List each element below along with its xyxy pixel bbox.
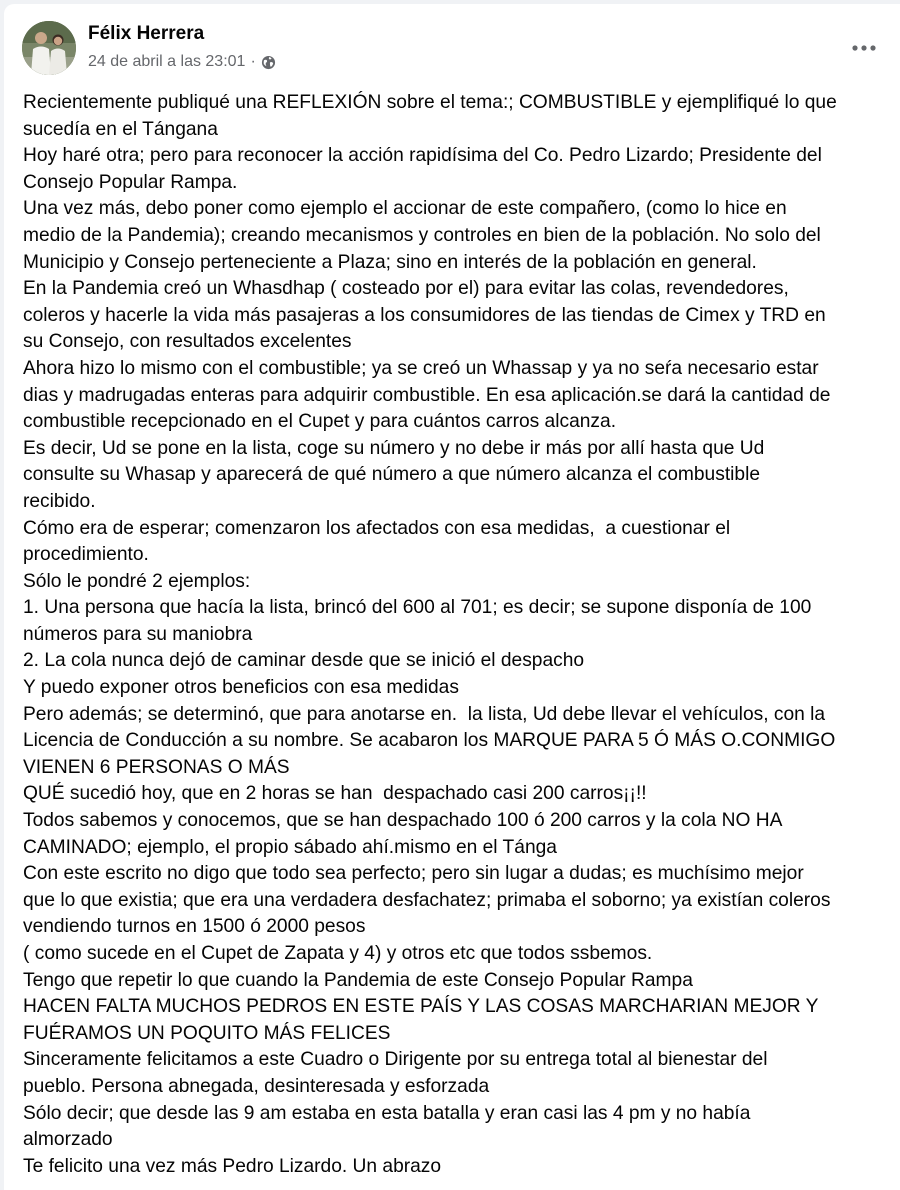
post-text-line: ( como sucede en el Cupet de Zapata y 4) y otros etc que todos ssbemos. xyxy=(23,943,653,964)
more-options-button[interactable] xyxy=(844,30,884,66)
post-text-line: HACEN FALTA MUCHOS PEDROS EN ESTE PAÍS Y LAS COSAS MARCHARIAN MEJOR Y xyxy=(23,996,819,1018)
post-timestamp[interactable]: 24 de abril a las 23:01 xyxy=(88,53,246,70)
post-text-line: Pero además; se determinó, que para anotarse en. la lista, Ud debe llevar el vehículos, con la xyxy=(23,703,826,725)
post-text-line: sucedía en el Tángana xyxy=(23,118,218,140)
post-text-line: Recientemente publiqué una REFLEXIÓN sobre el tema:; COMBUSTIBLE y ejemplifiqué lo que xyxy=(23,92,837,113)
post-text-line: Sólo decir; que desde las 9 am estaba en esta batalla y eran casi las 4 pm y no había xyxy=(23,1102,751,1124)
post-text-line: números para su maniobra xyxy=(23,623,253,645)
post-text-line: Todos sabemos y conocemos, que se han despachado 100 ó 200 carros y la cola NO HA xyxy=(23,810,783,832)
post-header xyxy=(4,4,900,84)
post-text-line: consulte su Whasap y aparecerá de qué número a que número alcanza el combustible xyxy=(23,464,761,486)
meta-separator: · xyxy=(250,53,256,70)
post-text-line: Sólo le pondré 2 ejemplos: xyxy=(23,570,251,592)
post-text-line: Te felicito una vez más Pedro Lizardo. Un abrazo xyxy=(23,1155,442,1177)
post-text-line: 1. Una persona que hacía la lista, brincó del 600 al 701; es decir; se supone disponía de 100 xyxy=(23,597,812,619)
more-horizontal-icon xyxy=(852,45,876,51)
post-text-line: 2. La cola nunca dejó de caminar desde que se inició el despacho xyxy=(23,650,585,672)
post-meta xyxy=(88,53,276,71)
post-text-line: VIENEN 6 PERSONAS O MÁS xyxy=(23,756,290,778)
post-text-line: En la Pandemia creó un Whasdhap ( costeado por el) para evitar las colas, revendedores, xyxy=(23,278,789,300)
post-text-line: Es decir, Ud se pone en la lista, coge su número y no debe ir más por allí hasta que Ud xyxy=(23,437,765,459)
post-text-line: que lo que existia; que era una verdadera desfachatez; primaba el soborno; ya existían coleros xyxy=(23,889,831,911)
globe-icon[interactable] xyxy=(261,55,276,70)
post-text-line: su Consejo, con resultados excelentes xyxy=(23,331,352,353)
post-text-line: Sinceramente felicitamos a este Cuadro o Dirigente por su entrega total al bienestar del xyxy=(23,1049,768,1071)
post-text-line: Licencia de Conducción a su nombre. Se acabaron los MARQUE PARA 5 Ó MÁS O.CONMIGO xyxy=(23,730,836,752)
post-text-line: Hoy haré otra; pero para reconocer la acción rapidísima del Co. Pedro Lizardo; Presidente del xyxy=(23,145,822,167)
post-text-line: Con este escrito no digo que todo sea perfecto; pero sin lugar a dudas; es muchísimo mejor xyxy=(23,863,804,885)
post-body xyxy=(23,90,895,1180)
post-card xyxy=(4,4,900,1190)
post-text-line: procedimiento. xyxy=(23,544,149,566)
post-text-line: recibido. xyxy=(23,490,96,512)
post-text-line: Ahora hizo lo mismo con el combustible; ya se creó un Whassap y ya no seŕa necesario estar xyxy=(23,357,819,379)
post-text-line: pueblo. Persona abnegada, desinteresada y esforzada xyxy=(23,1075,490,1097)
post-text-line: combustible recepcionado en el Cupet y para cuántos carros alcanza. xyxy=(23,411,617,433)
post-text-line: almorzado xyxy=(23,1129,113,1151)
post-text-line: dias y madrugadas enteras para adquirir combustible. En esa aplicación.se dará la cantidad de xyxy=(23,384,831,406)
author-name[interactable]: Félix Herrera xyxy=(88,23,205,44)
post-text-line: Consejo Popular Rampa. xyxy=(23,171,238,193)
post-text-line: Cómo era de esperar; comenzaron los afectados con esa medidas, a cuestionar el xyxy=(23,517,731,539)
post-text-line: Una vez más, debo poner como ejemplo el accionar de este compañero, (como lo hice en xyxy=(23,198,787,220)
post-text-line: Y puedo exponer otros beneficios con esa medidas xyxy=(23,677,459,699)
post-text-line: Municipio y Consejo perteneciente a Plaza; sino en interés de la población en general. xyxy=(23,251,757,273)
post-text-line: Tengo que repetir lo que cuando la Pandemia de este Consejo Popular Rampa xyxy=(23,969,693,991)
post-text-line: CAMINADO; ejemplo, el propio sábado ahí.mismo en el Tánga xyxy=(23,836,557,858)
post-text-line: QUÉ sucedió hoy, que en 2 horas se han despachado casi 200 carros¡¡!! xyxy=(23,783,647,805)
post-text-line: vendiendo turnos en 1500 ó 2000 pesos xyxy=(23,916,366,938)
post-text-line: FUÉRAMOS UN POQUITO MÁS FELICES xyxy=(23,1022,391,1044)
post-text-line: medio de la Pandemia); creando mecanismos y controles en bien de la población. No solo del xyxy=(23,224,821,246)
post-text-line: coleros y hacerle la vida más pasajeras a los consumidores de las tiendas de Cimex y TRD en xyxy=(23,304,826,326)
author-avatar[interactable] xyxy=(22,21,76,75)
